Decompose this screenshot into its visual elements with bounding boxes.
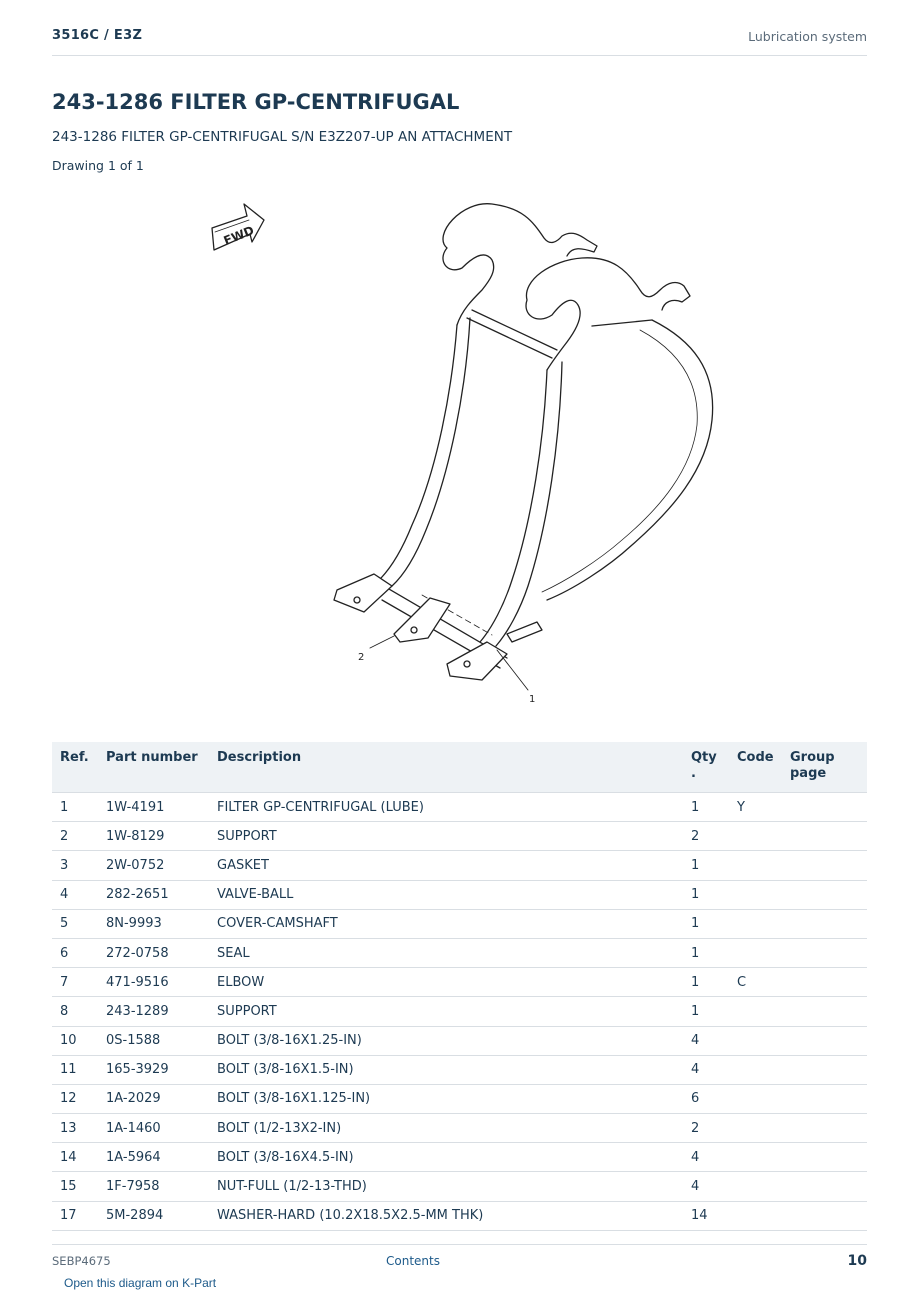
table-row xyxy=(52,1143,867,1172)
cell-qty: 6 xyxy=(683,1084,729,1113)
cell-description: SUPPORT xyxy=(209,997,683,1026)
table-row xyxy=(52,1084,867,1113)
cell-ref: 14 xyxy=(52,1143,98,1172)
cell-part-number: 1W-8129 xyxy=(98,822,209,851)
cell-description: BOLT (3/8-16X1.5-IN) xyxy=(209,1055,683,1084)
cell-ref: 2 xyxy=(52,822,98,851)
cell-ref: 13 xyxy=(52,1114,98,1143)
table-header-row xyxy=(52,742,867,793)
cell-part-number: 2W-0752 xyxy=(98,851,209,880)
header-code: Code xyxy=(729,742,782,793)
cell-qty: 4 xyxy=(683,1055,729,1084)
cell-group-page xyxy=(782,938,867,967)
page-subtitle: 243-1286 FILTER GP-CENTRIFUGAL S/N E3Z207-UP AN ATTACHMENT xyxy=(52,129,513,145)
cell-ref: 4 xyxy=(52,880,98,909)
cell-qty: 1 xyxy=(683,851,729,880)
cell-group-page xyxy=(782,851,867,880)
cell-group-page xyxy=(782,1143,867,1172)
cell-part-number: 8N-9993 xyxy=(98,909,209,938)
cell-ref: 1 xyxy=(52,793,98,822)
cell-description: BOLT (1/2-13X2-IN) xyxy=(209,1114,683,1143)
cell-code xyxy=(729,1172,782,1201)
cell-description: FILTER GP-CENTRIFUGAL (LUBE) xyxy=(209,793,683,822)
header-qty: Qty . xyxy=(683,742,729,793)
table-row xyxy=(52,822,867,851)
cell-group-page xyxy=(782,880,867,909)
cell-group-page xyxy=(782,822,867,851)
cell-qty: 4 xyxy=(683,1172,729,1201)
cell-group-page xyxy=(782,1114,867,1143)
callout-1: 1 xyxy=(529,694,536,705)
header-description: Description xyxy=(209,742,683,793)
cell-description: COVER-CAMSHAFT xyxy=(209,909,683,938)
cell-description: SEAL xyxy=(209,938,683,967)
cell-qty: 4 xyxy=(683,1026,729,1055)
cell-ref: 12 xyxy=(52,1084,98,1113)
table-row xyxy=(52,851,867,880)
cell-description: SUPPORT xyxy=(209,822,683,851)
cell-code xyxy=(729,1084,782,1113)
cell-part-number: 272-0758 xyxy=(98,938,209,967)
cell-description: WASHER-HARD (10.2X18.5X2.5-MM THK) xyxy=(209,1201,683,1230)
cell-ref: 15 xyxy=(52,1172,98,1201)
table-row xyxy=(52,968,867,997)
cell-code: C xyxy=(729,968,782,997)
table-row xyxy=(52,997,867,1026)
cell-code xyxy=(729,909,782,938)
kpart-link[interactable]: Open this diagram on K-Part xyxy=(64,1276,217,1290)
cell-code xyxy=(729,880,782,909)
table-row xyxy=(52,1026,867,1055)
cell-code: Y xyxy=(729,793,782,822)
cell-code xyxy=(729,1201,782,1230)
cell-group-page xyxy=(782,997,867,1026)
cell-group-page xyxy=(782,909,867,938)
cell-code xyxy=(729,822,782,851)
cell-group-page xyxy=(782,1201,867,1230)
page-number: 10 xyxy=(847,1253,867,1269)
cell-code xyxy=(729,1026,782,1055)
cell-qty: 1 xyxy=(683,880,729,909)
cell-description: BOLT (3/8-16X4.5-IN) xyxy=(209,1143,683,1172)
section-label: Lubrication system xyxy=(748,29,867,44)
cell-ref: 5 xyxy=(52,909,98,938)
cell-part-number: 243-1289 xyxy=(98,997,209,1026)
cell-part-number: 1A-1460 xyxy=(98,1114,209,1143)
table-row xyxy=(52,1172,867,1201)
cell-ref: 6 xyxy=(52,938,98,967)
cell-group-page xyxy=(782,1084,867,1113)
cell-part-number: 165-3929 xyxy=(98,1055,209,1084)
cell-description: BOLT (3/8-16X1.125-IN) xyxy=(209,1084,683,1113)
cell-part-number: 282-2651 xyxy=(98,880,209,909)
table-row xyxy=(52,1201,867,1230)
cell-group-page xyxy=(782,968,867,997)
cell-part-number: 1A-5964 xyxy=(98,1143,209,1172)
parts-diagram xyxy=(52,190,867,710)
cell-part-number: 1F-7958 xyxy=(98,1172,209,1201)
cell-description: BOLT (3/8-16X1.25-IN) xyxy=(209,1026,683,1055)
cell-qty: 14 xyxy=(683,1201,729,1230)
cell-ref: 7 xyxy=(52,968,98,997)
cell-ref: 8 xyxy=(52,997,98,1026)
cell-part-number: 5M-2894 xyxy=(98,1201,209,1230)
parts-table xyxy=(52,742,867,1231)
header-ref: Ref. xyxy=(52,742,98,793)
cell-qty: 4 xyxy=(683,1143,729,1172)
cell-code xyxy=(729,851,782,880)
table-row xyxy=(52,880,867,909)
table-row xyxy=(52,1055,867,1084)
cell-qty: 1 xyxy=(683,938,729,967)
page-title: 243-1286 FILTER GP-CENTRIFUGAL xyxy=(52,90,460,114)
cell-code xyxy=(729,1143,782,1172)
cell-description: VALVE-BALL xyxy=(209,880,683,909)
cell-code xyxy=(729,938,782,967)
cell-qty: 1 xyxy=(683,909,729,938)
cell-ref: 10 xyxy=(52,1026,98,1055)
cell-description: GASKET xyxy=(209,851,683,880)
cell-group-page xyxy=(782,1026,867,1055)
page-header xyxy=(52,28,867,56)
cell-part-number: 1W-4191 xyxy=(98,793,209,822)
page-footer xyxy=(52,1244,867,1274)
cell-ref: 3 xyxy=(52,851,98,880)
model-label: 3516C / E3Z xyxy=(52,28,143,43)
header-group-page: Group page xyxy=(782,742,867,793)
cell-group-page xyxy=(782,1172,867,1201)
document-id: SEBP4675 xyxy=(52,1254,111,1268)
cell-ref: 17 xyxy=(52,1201,98,1230)
cell-code xyxy=(729,1114,782,1143)
table-row xyxy=(52,938,867,967)
cell-group-page xyxy=(782,793,867,822)
cell-qty: 1 xyxy=(683,997,729,1026)
cell-part-number: 471-9516 xyxy=(98,968,209,997)
table-row xyxy=(52,909,867,938)
fwd-label: FWD xyxy=(221,223,256,248)
table-row xyxy=(52,1114,867,1143)
cell-qty: 2 xyxy=(683,1114,729,1143)
cell-qty: 2 xyxy=(683,822,729,851)
cell-code xyxy=(729,997,782,1026)
cell-code xyxy=(729,1055,782,1084)
cell-part-number: 1A-2029 xyxy=(98,1084,209,1113)
drawing-count: Drawing 1 of 1 xyxy=(52,158,144,173)
header-part-number: Part number xyxy=(98,742,209,793)
table-row xyxy=(52,793,867,822)
contents-link[interactable]: Contents xyxy=(386,1254,440,1268)
cell-description: ELBOW xyxy=(209,968,683,997)
cell-ref: 11 xyxy=(52,1055,98,1084)
cell-group-page xyxy=(782,1055,867,1084)
cell-description: NUT-FULL (1/2-13-THD) xyxy=(209,1172,683,1201)
cell-part-number: 0S-1588 xyxy=(98,1026,209,1055)
cell-qty: 1 xyxy=(683,793,729,822)
callout-2: 2 xyxy=(358,652,365,663)
cell-qty: 1 xyxy=(683,968,729,997)
